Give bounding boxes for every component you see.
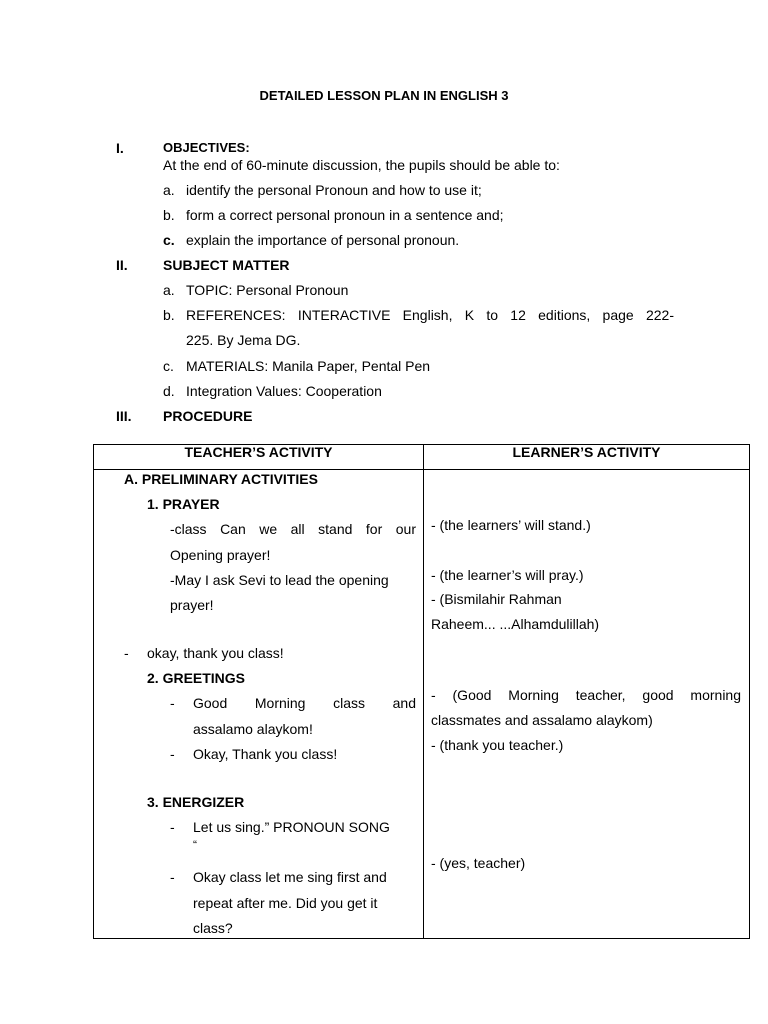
prayer-heading: 1. PRAYER — [147, 496, 220, 512]
list-marker: d. — [163, 383, 175, 399]
header-text: TEACHER’S ACTIVITY — [184, 444, 333, 460]
teacher-line: okay, thank you class! — [147, 645, 284, 661]
section-number: I. — [116, 140, 124, 156]
bullet-dash: - — [170, 746, 175, 762]
section-number: III. — [116, 408, 132, 424]
teacher-line: prayer! — [170, 597, 214, 613]
list-marker: c. — [163, 232, 175, 248]
list-marker: a. — [163, 182, 175, 198]
teacher-line: “ — [193, 838, 197, 852]
learner-line: - (the learners’ will stand.) — [431, 517, 591, 533]
learner-line: - (Bismilahir Rahman — [431, 591, 562, 607]
subject-item: MATERIALS: Manila Paper, Pental Pen — [186, 358, 431, 374]
document-title: DETAILED LESSON PLAN IN ENGLISH 3 — [259, 88, 509, 103]
energizer-heading: 3. ENERGIZER — [147, 794, 245, 810]
learner-line: Raheem... ...Alhamdulillah) — [431, 616, 600, 632]
objective-item: form a correct personal pronoun in a sentence and; — [186, 207, 504, 223]
learner-line: - (Good Morning teacher, good morning — [431, 687, 741, 703]
learner-activity-cell — [424, 470, 750, 939]
list-marker: c. — [163, 358, 174, 374]
bullet-dash: - — [170, 819, 175, 835]
teacher-line: -May I ask Sevi to lead the opening — [170, 572, 389, 588]
subject-item: Integration Values: Cooperation — [186, 383, 382, 399]
preliminary-heading: A. PRELIMINARY ACTIVITIES — [124, 471, 318, 487]
learner-line: classmates and assalamo alaykom) — [431, 712, 653, 728]
teacher-line: Let us sing.” PRONOUN SONG — [193, 819, 390, 835]
teacher-line: assalamo alaykom! — [193, 721, 313, 737]
procedure-table — [93, 444, 750, 939]
teacher-activity-cell — [94, 470, 424, 939]
teacher-line: repeat after me. Did you get it — [193, 895, 378, 911]
list-marker: b. — [163, 207, 175, 223]
learner-line: - (the learner’s will pray.) — [431, 567, 584, 583]
list-marker: a. — [163, 282, 175, 298]
learner-line: - (thank you teacher.) — [431, 737, 564, 753]
objective-item: identify the personal Pronoun and how to use it; — [186, 182, 482, 198]
greetings-heading: 2. GREETINGS — [147, 670, 246, 686]
header-text: LEARNER’S ACTIVITY — [512, 444, 661, 460]
objective-item: explain the importance of personal pronoun. — [186, 232, 460, 248]
section-heading-procedure: PROCEDURE — [163, 408, 253, 424]
section-number: II. — [116, 257, 128, 273]
teacher-line: Okay, Thank you class! — [193, 746, 338, 762]
objectives-intro: At the end of 60-minute discussion, the pupils should be able to: — [163, 157, 560, 173]
teacher-line: class? — [193, 920, 233, 936]
table-header-teacher — [94, 445, 424, 470]
bullet-dash: - — [170, 869, 175, 885]
teacher-line: Okay class let me sing first and — [193, 869, 387, 885]
learner-line: - (yes, teacher) — [431, 855, 526, 871]
teacher-line: -class Can we all stand for our — [170, 521, 416, 537]
subject-item: REFERENCES: INTERACTIVE English, K to 12 editions, page 222- — [186, 307, 674, 323]
list-marker: b. — [163, 307, 175, 323]
table-header-learner — [424, 445, 750, 470]
section-heading-subject-matter: SUBJECT MATTER — [163, 257, 290, 273]
subject-item-continued: 225. By Jema DG. — [186, 332, 301, 348]
teacher-line: Opening prayer! — [170, 547, 271, 563]
teacher-line: Good Morning class and — [193, 695, 416, 711]
subject-item: TOPIC: Personal Pronoun — [186, 282, 349, 298]
bullet-dash: - — [170, 695, 175, 711]
bullet-dash: - — [124, 645, 129, 661]
section-heading-objectives: OBJECTIVES: — [163, 140, 250, 155]
